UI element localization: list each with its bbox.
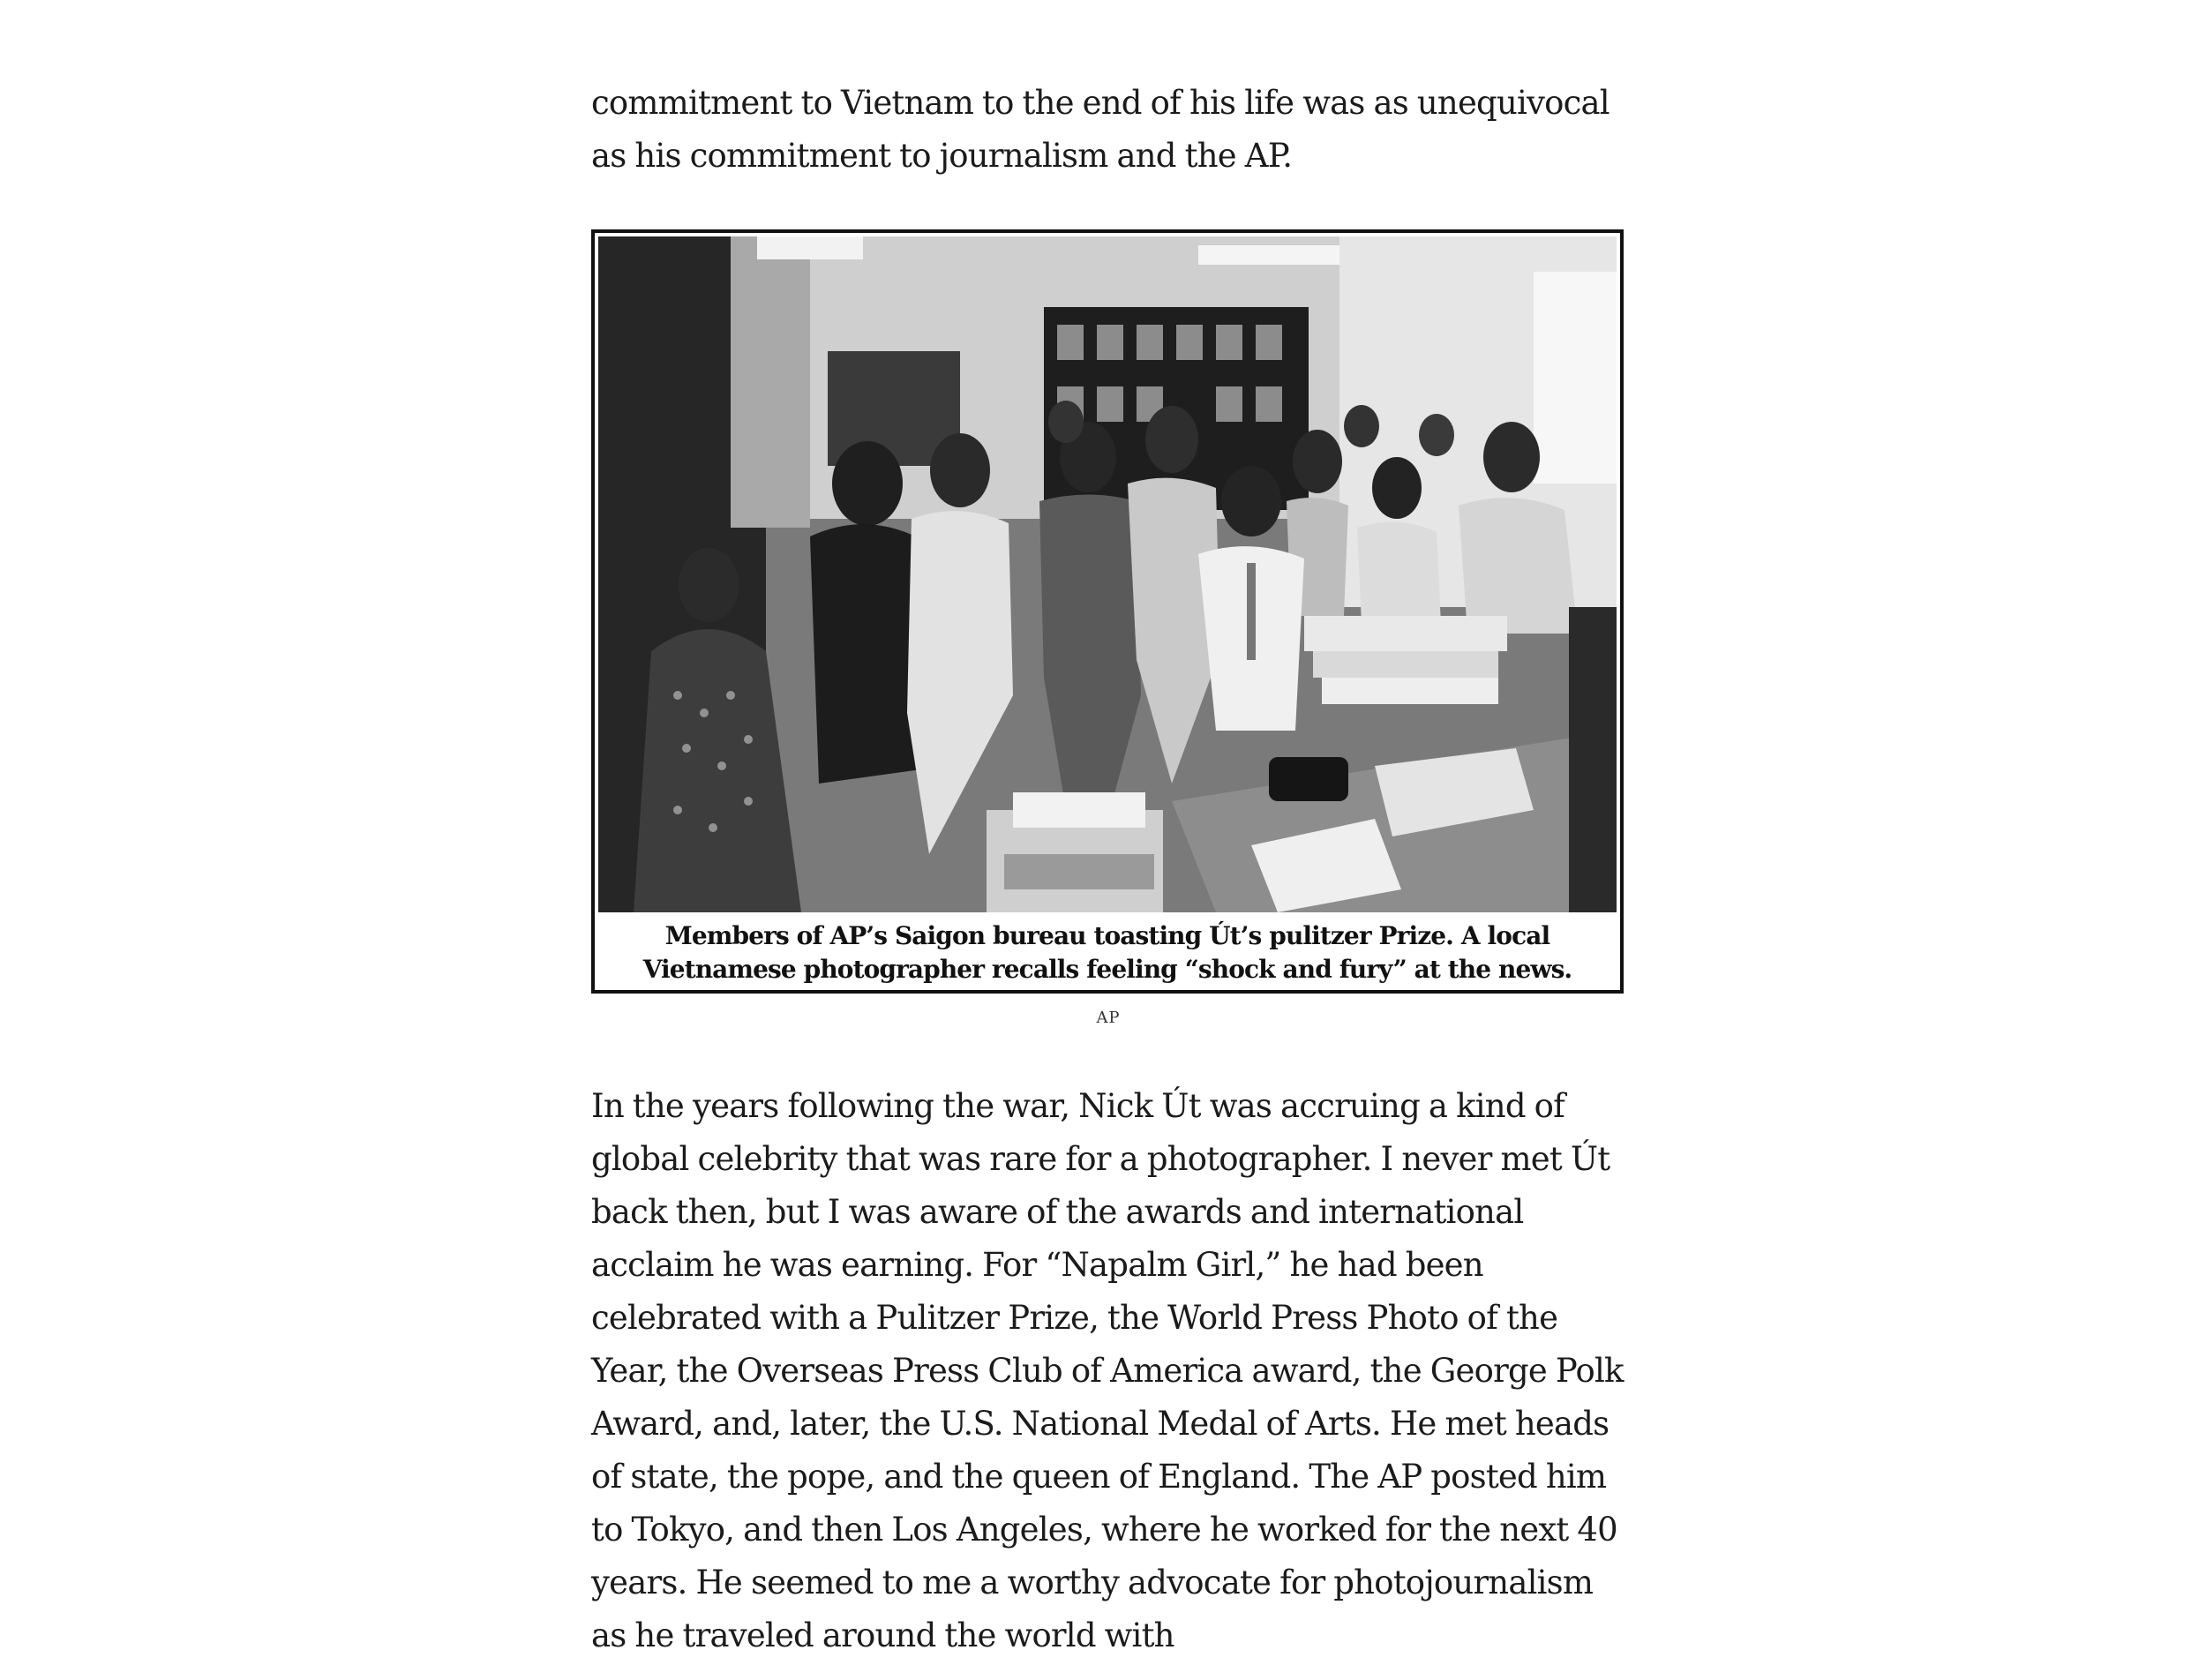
body-paragraph: In the years following the war, Nick Út was accruing a kind of global celebrity that was rare for a photographer. I never met Út back then, but I was aware of the awards and international acclaim he was earning. For “Napalm Girl,” he had been celebrated with a Pulitzer Prize, the World Press Photo of the Year, the Overseas Press Club of America award, the George Polk Award, and, later, the U.S. National Medal of Arts. He met heads of state, the pope, and the queen of England. The AP posted him to Tokyo, and then Los Angeles, where he worked for the next 40 years. He seemed to me a worthy advocate for photojournalism as he traveled around the world with xyxy=(591,1087,1624,1654)
article-figure xyxy=(591,229,1624,994)
lead-paragraph: commitment to Vietnam to the end of his life was as unequivocal as his commitment to journalism and the AP. xyxy=(591,84,1609,175)
figure-caption: Members of AP’s Saigon bureau toasting Út’s pulitzer Prize. A local Vietnamese photographer recalls feeling “shock and fury” at the news. xyxy=(642,921,1572,984)
photo-credit: AP xyxy=(1096,1009,1121,1027)
saigon-bureau-photo xyxy=(598,236,1617,912)
photo-illustration xyxy=(598,236,1617,912)
